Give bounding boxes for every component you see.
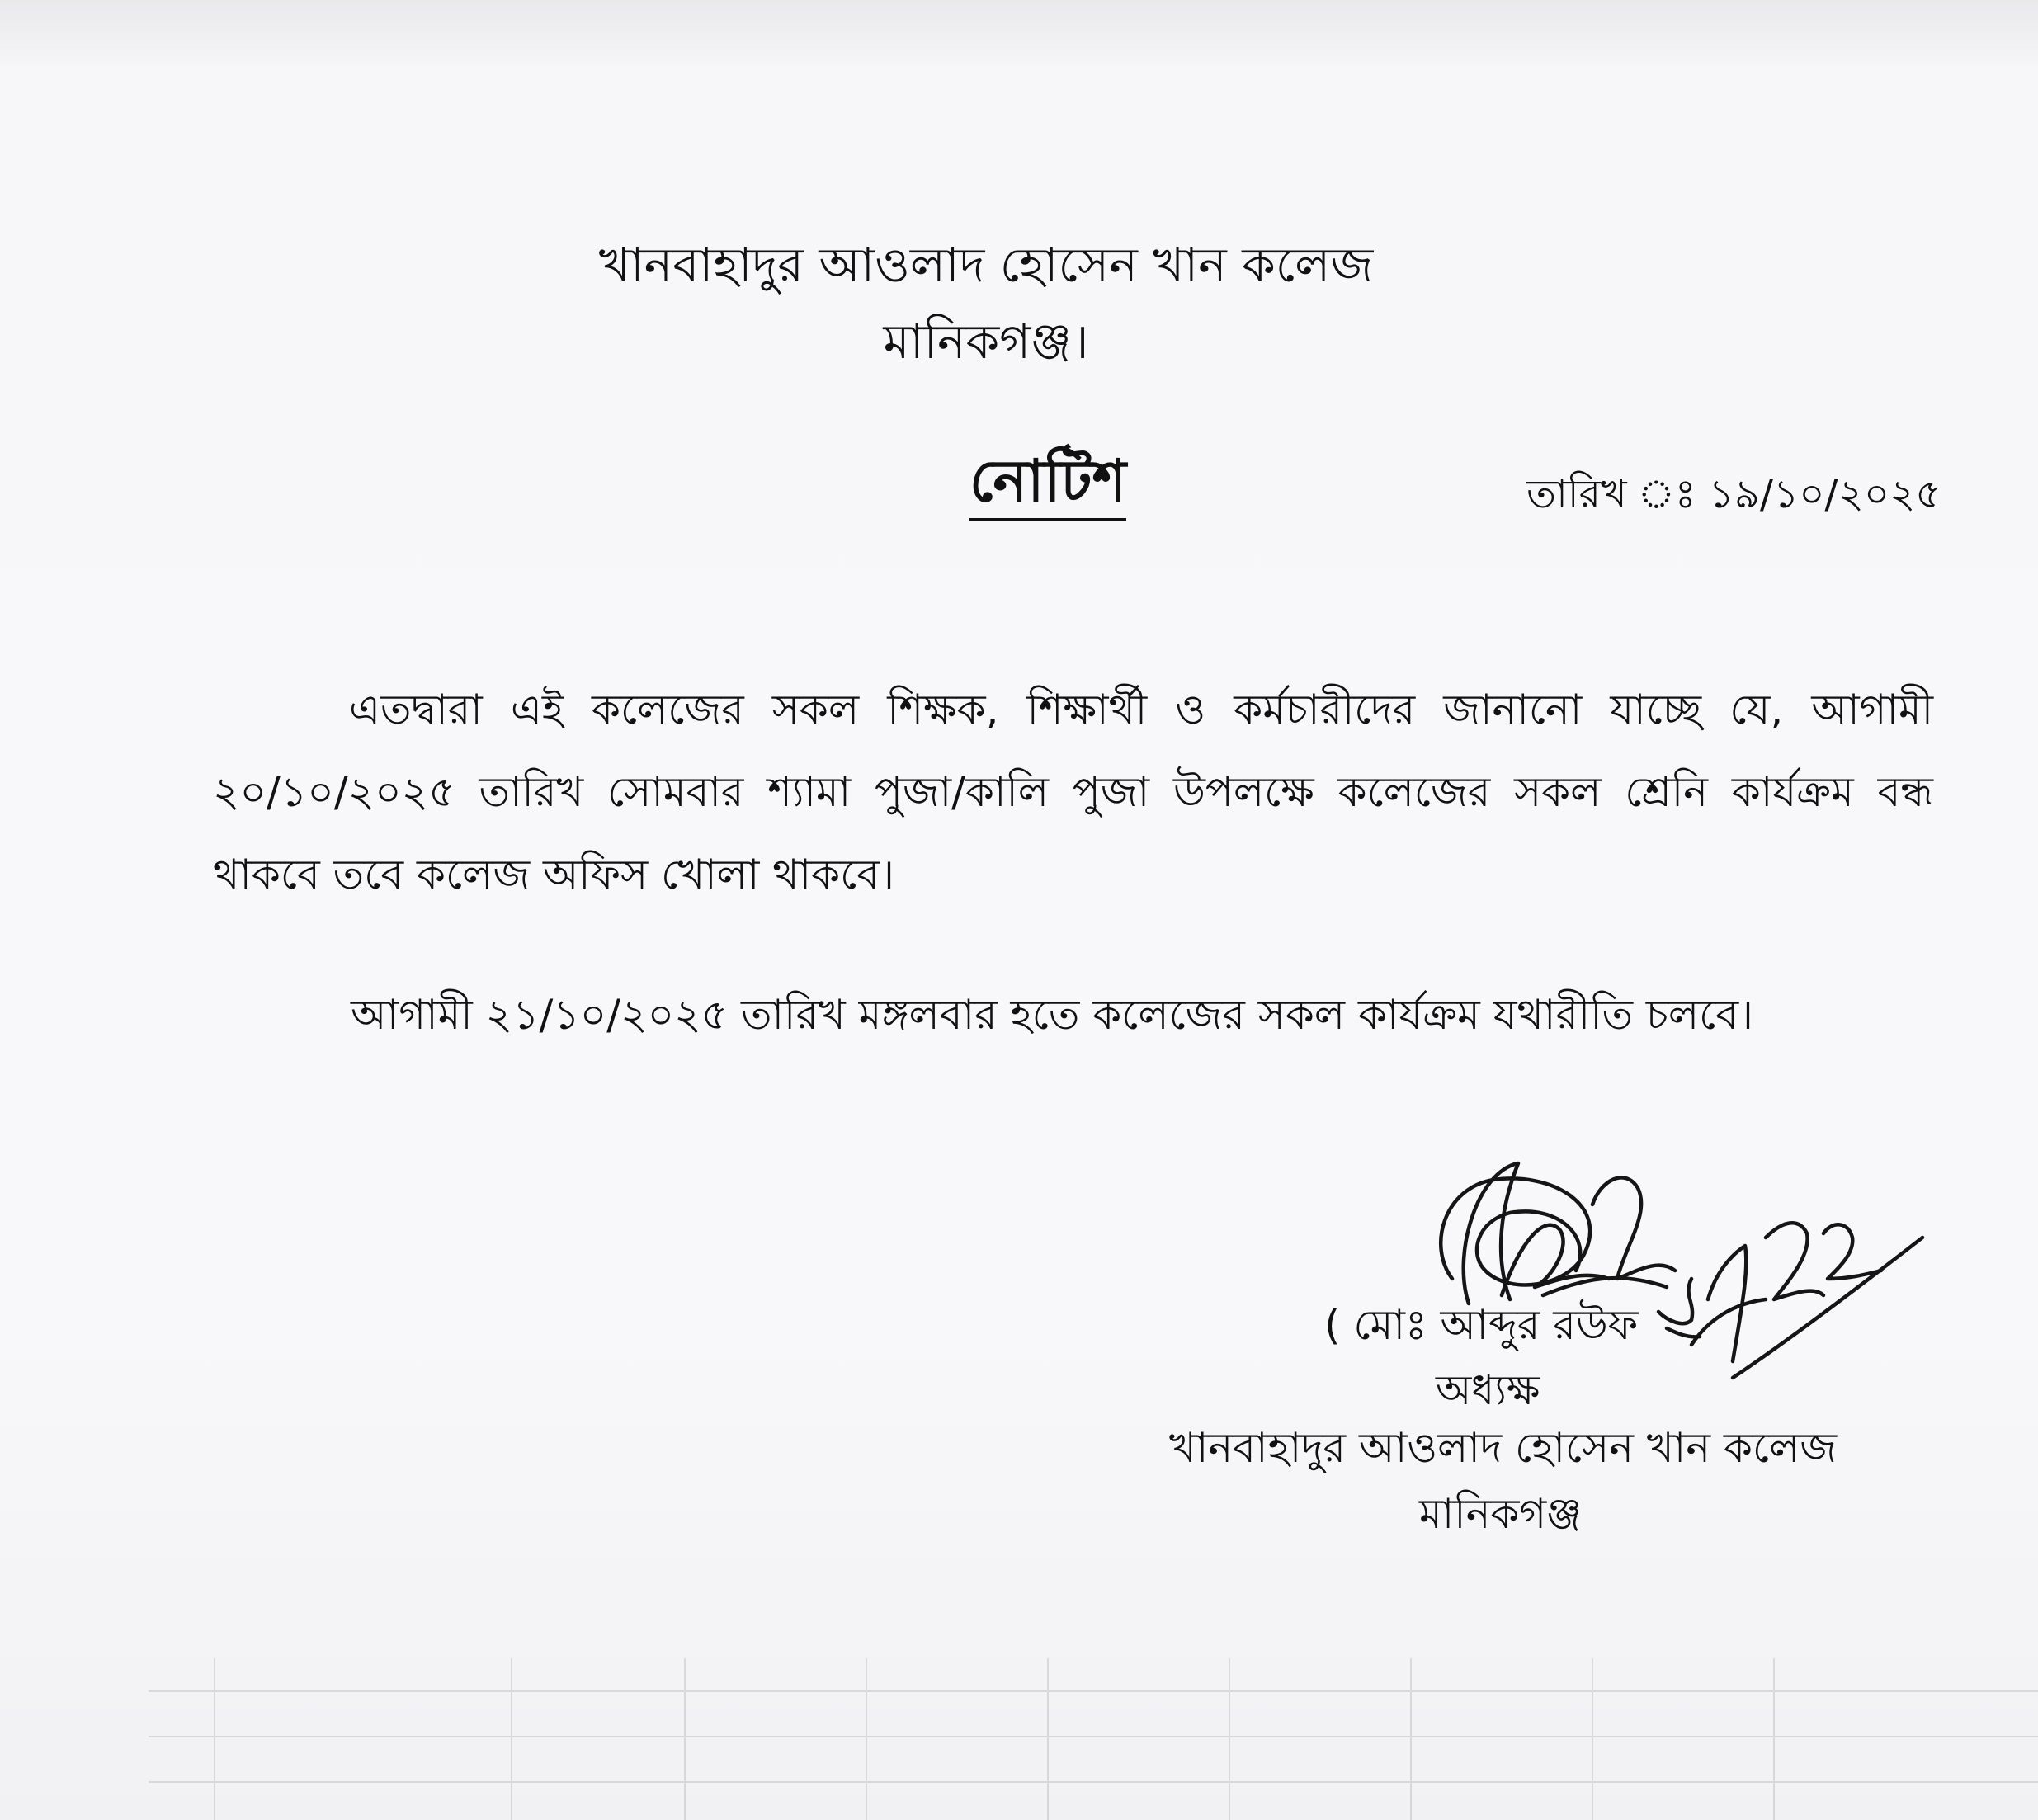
signatory-title: অধ্যক্ষ [1436, 1366, 1540, 1414]
notice-body-paragraph-2: আগামী ২১/১০/২০২৫ তারিখ মঙ্গলবার হতে কলেজের সকল কার্যক্রম যথারীতি চলবে। [351, 991, 1753, 1039]
notice-title: নোটিশ [969, 452, 1126, 521]
notice-body-paragraph-1: এতদ্বারা এই কলেজের সকল শিক্ষক, শিক্ষার্থী ও কর্মচারীদের জানানো যাচ্ছে যে, আগামী ২০/১০/২০২৫ তারিখ সোমবার শ্যামা পুজা/কালি পুজা উপলক্ষে কলেজের সকল শ্রেনি কার্যক্রম বন্ধ থাকবে তবে কলেজ অফিস খোলা থাকবে। [213, 686, 1933, 898]
signatory-location: মানিকগঞ্জ [1419, 1490, 1582, 1538]
signatory-institution: খানবাহাদুর আওলাদ হোসেন খান কলেজ [1169, 1424, 1838, 1472]
institution-name: খানবাহাদুর আওলাদ হোসেন খান কলেজ [598, 237, 1374, 293]
notice-date [1526, 471, 1941, 517]
date-value: ১৯/১০/২০২৫ [1708, 471, 1941, 517]
institution-location: মানিকগঞ্জ। [883, 314, 1089, 370]
handwritten-signature [1419, 1155, 1931, 1386]
signatory-name: ( মোঃ আব্দুর রউফ [1324, 1301, 1639, 1349]
date-label: তারিখ ঃ [1526, 471, 1696, 517]
faint-bleedthrough-table [149, 1658, 2038, 1820]
